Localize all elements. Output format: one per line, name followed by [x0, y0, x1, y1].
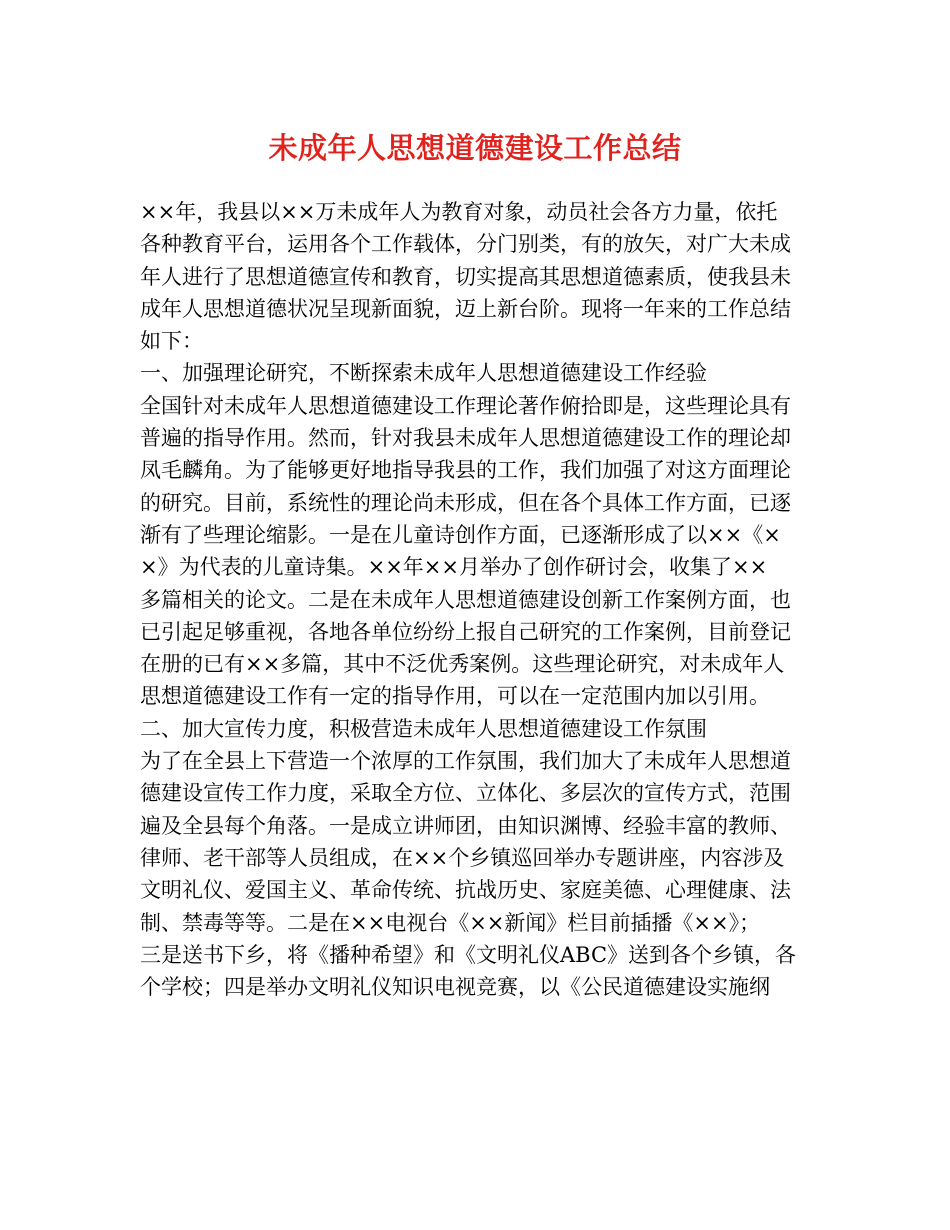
text-line: 三是送书下乡，将《播种希望》和《文明礼仪ABC》送到各个乡镇，各 — [140, 942, 797, 967]
text-line: 文明礼仪、爱国主义、革命传统、抗战历史、家庭美德、心理健康、法 — [140, 878, 791, 903]
text-line: 年人进行了思想道德宣传和教育，切实提高其思想道德素质，使我县未 — [140, 264, 791, 289]
text-line: 全国针对未成年人思想道德建设工作理论著作俯拾即是，这些理论具有 — [140, 393, 791, 418]
text-line: 在册的已有××多篇，其中不泛优秀案例。这些理论研究，对未成年人 — [140, 652, 785, 677]
text-line: ××年，我县以××万未成年人为教育对象，动员社会各方力量，依托 — [140, 200, 778, 224]
text-line: 凤毛麟角。为了能够更好地指导我县的工作，我们加强了对这方面理论 — [140, 458, 791, 483]
text-line: 为了在全县上下营造一个浓厚的工作氛围，我们加大了未成年人思想道 — [140, 749, 791, 774]
document-body — [140, 196, 812, 1003]
text-line: ×》为代表的儿童诗集。××年××月举办了创作研讨会，收集了×× — [140, 555, 768, 580]
document-title: 未成年人思想道德建设工作总结 — [268, 131, 682, 165]
section-heading-1: 一、加强理论研究，不断探索未成年人思想道德建设工作经验 — [140, 361, 707, 386]
text-line: 遍及全县每个角落。一是成立讲师团，由知识渊博、经验丰富的教师、 — [140, 813, 791, 838]
text-line: 已引起足够重视，各地各单位纷纷上报自己研究的工作案例，目前登记 — [140, 619, 791, 644]
text-line: 成年人思想道德状况呈现新面貌，迈上新台阶。现将一年来的工作总结 — [140, 296, 791, 321]
text-line: 的研究。目前，系统性的理论尚未形成，但在各个具体工作方面，已逐 — [140, 490, 791, 515]
section-heading-2: 二、加大宣传力度，积极营造未成年人思想道德建设工作氛围 — [140, 716, 707, 741]
text-line: 各种教育平台，运用各个工作载体，分门别类，有的放矢，对广大未成 — [140, 232, 791, 257]
text-line: 普遍的指导作用。然而，针对我县未成年人思想道德建设工作的理论却 — [140, 426, 791, 451]
text-line: 律师、老干部等人员组成，在××个乡镇巡回举办专题讲座，内容涉及 — [140, 845, 785, 870]
text-line: 如下： — [140, 329, 203, 354]
text-line: 思想道德建设工作有一定的指导作用，可以在一定范围内加以引用。 — [140, 684, 770, 709]
text-line: 德建设宣传工作力度，采取全方位、立体化、多层次的宣传方式，范围 — [140, 781, 791, 806]
text-line: 个学校；四是举办文明礼仪知识电视竞赛，以《公民道德建设实施纲 — [140, 975, 770, 1000]
text-line: 多篇相关的论文。二是在未成年人思想道德建设创新工作案例方面，也 — [140, 587, 791, 612]
text-line: 制、禁毒等等。二是在××电视台《××新闻》栏目前插播《××》； — [140, 910, 761, 935]
text-line: 渐有了些理论缩影。一是在儿童诗创作方面，已逐渐形成了以××《× — [140, 522, 781, 547]
